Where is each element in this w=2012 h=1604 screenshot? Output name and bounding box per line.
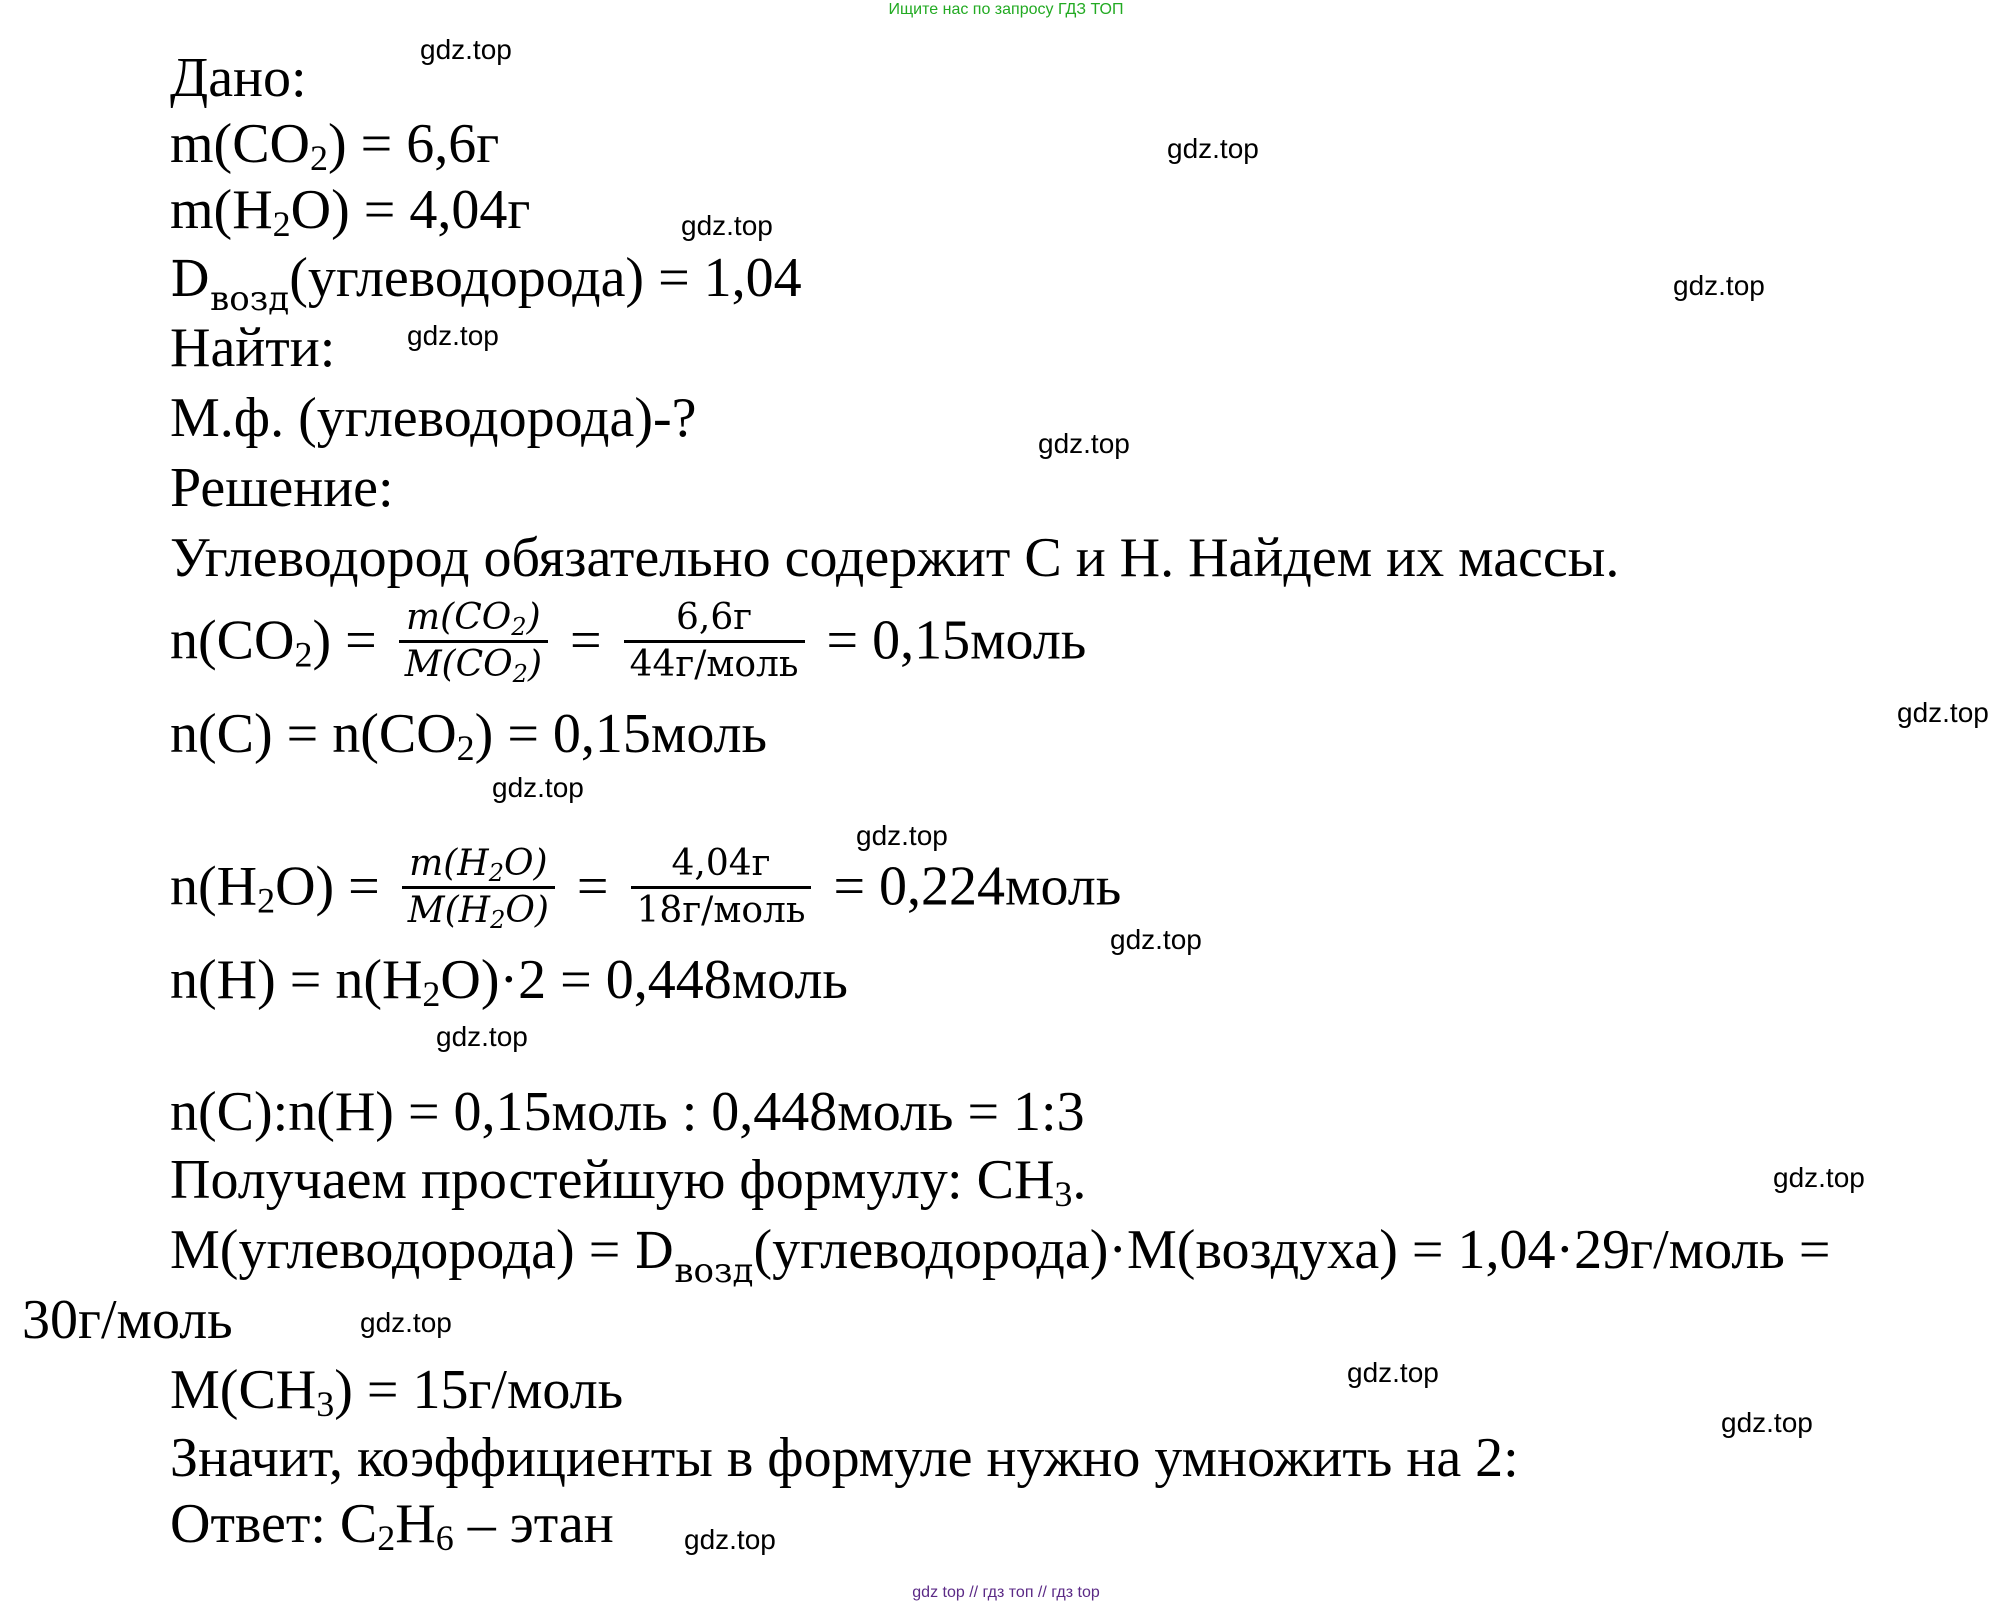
given-mass-co2: $m(CO_2) = 6,6г$ — [170, 113, 500, 178]
watermark: gdz.top — [1721, 1407, 1813, 1438]
watermark: gdz.top — [1038, 428, 1130, 459]
watermark: gdz.top — [1897, 697, 1989, 728]
find-heading: Найти: — [170, 317, 336, 379]
watermark: gdz.top — [492, 772, 584, 803]
given-mass-h2o: $m(H_2O) = 4,04г$ — [170, 179, 531, 244]
fraction-mass-over-molar: $\frac{m(H_2O)}{M(H_2O)}$ — [402, 842, 555, 933]
equation-molar-mass-continued: 30г/моль — [22, 1289, 233, 1351]
equation-ratio: n(C):n(H) = 0,15моль : 0,448моль = 1:3 — [170, 1081, 1085, 1143]
answer: Ответ: $C_2H_6$ – этан — [170, 1493, 614, 1558]
top-banner: Ищите нас по запросу ГДЗ ТОП — [888, 1, 1124, 18]
watermark: gdz.top — [1347, 1357, 1439, 1388]
fraction-mass-over-molar: $\frac{m(CO_2)}{M(CO_2)}$ — [399, 596, 548, 687]
given-heading: Дано: — [170, 47, 307, 109]
equation-n-h2o: $n(H_2O)$ = $\frac{m(H_2O)}{M(H_2O)}$ = $\frac{4,04г}{\text{18г/моль}}$ = 0,224моль — [170, 843, 1122, 934]
find-target: М.ф. (углеводорода)-? — [170, 387, 697, 449]
bottom-banner: gdz top // гдз топ // гдз top — [912, 1584, 1100, 1601]
watermark: gdz.top — [1673, 270, 1765, 301]
given-air-density: $D_{возд}(углеводорода) = 1,04$ — [170, 247, 802, 319]
equation-molar-mass: M(углеводорода) = $D_{возд}(углеводорода)\cdot M(воздуха)$ = 1,04·29г/моль = — [170, 1219, 1831, 1291]
watermark: gdz.top — [360, 1307, 452, 1338]
watermark: gdz.top — [407, 320, 499, 351]
watermark: gdz.top — [684, 1524, 776, 1555]
fraction-values: $\frac{6,6г}{\text{44г/моль}}$ — [624, 596, 805, 687]
fraction-values: $\frac{4,04г}{\text{18г/моль}}$ — [631, 842, 812, 933]
watermark: gdz.top — [681, 210, 773, 241]
coefficient-note: Значит, коэффициенты в формуле нужно умножить на 2: — [170, 1427, 1519, 1489]
watermark: gdz.top — [436, 1021, 528, 1052]
watermark: gdz.top — [1167, 133, 1259, 164]
equation-m-ch3: $M(CH_3)$ = 15г/моль — [170, 1359, 624, 1424]
solution-heading: Решение: — [170, 457, 394, 519]
watermark: gdz.top — [1110, 924, 1202, 955]
equation-n-co2: $n(CO_2)$ = $\frac{m(CO_2)}{M(CO_2)}$ = $\frac{6,6г}{\text{44г/моль}}$ = 0,15моль — [170, 597, 1087, 688]
watermark: gdz.top — [1773, 1162, 1865, 1193]
watermark: gdz.top — [420, 34, 512, 65]
simplest-formula: Получаем простейшую формулу: $CH_3$. — [170, 1149, 1087, 1214]
watermark: gdz.top — [856, 820, 948, 851]
solution-intro: Углеводород обязательно содержит C и H. Найдем их массы. — [170, 527, 1620, 589]
equation-n-c: $n(C) = n(CO_2)$ = 0,15моль — [170, 703, 768, 768]
equation-n-h: $n(H) = n(H_2O)\cdot 2$ = 0,448моль — [170, 949, 848, 1014]
